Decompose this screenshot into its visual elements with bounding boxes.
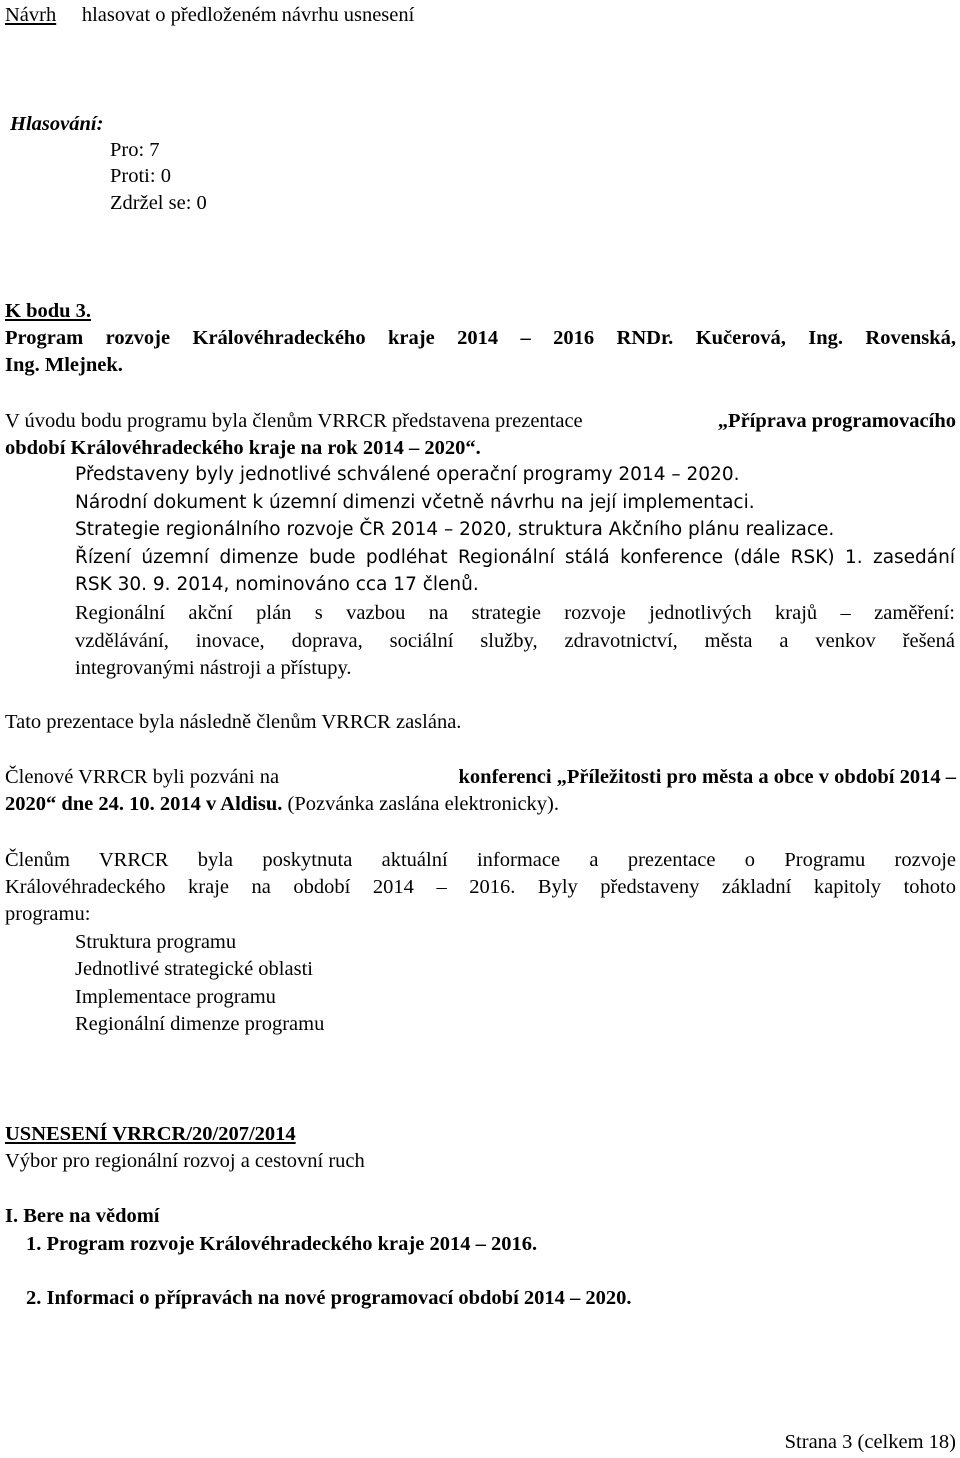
program-line-2: Ing. Mlejnek. — [5, 354, 123, 376]
invite-line-1 — [5, 767, 956, 788]
info-line-1: Členům VRRCR byla poskytnuta aktuální informace a prezentace o Programu rozvoje — [5, 849, 956, 871]
plan-line-1: Regionální akční plán s vazbou na strategie rozvoje jednotlivých krajů – zaměření: — [75, 602, 955, 624]
intro-presentation-title: „Příprava programovacího — [717, 410, 956, 432]
chapter-item: Jednotlivé strategické oblasti — [75, 958, 313, 980]
invite-date: 2020“ dne 24. 10. 2014 v Aldisu. — [5, 793, 283, 815]
chapter-item: Regionální dimenze programu — [75, 1013, 325, 1035]
sent-sentence: Tato prezentace byla následně členům VRRCR zaslána. — [5, 711, 462, 733]
chapter-item: Struktura programu — [75, 931, 237, 953]
summary-line-2: Národní dokument k územní dimenzi včetně návrhu na její implementaci. — [75, 492, 755, 513]
summary-line-1: Představeny byly jednotlivé schválené operační programy 2014 – 2020. — [75, 464, 740, 485]
plan-line-2: vzdělávání, inovace, doprava, sociální služby, zdravotnictví, města a venkov řešená — [75, 630, 955, 652]
chapter-item: Implementace programu — [75, 986, 276, 1008]
info-line-3: programu: — [5, 903, 91, 925]
resolution-committee: Výbor pro regionální rozvoj a cestovní ruch — [5, 1150, 365, 1172]
proposal-header — [5, 5, 414, 26]
vote-proti: Proti: 0 — [110, 165, 171, 187]
resolution-item-1: 1. Program rozvoje Královéhradeckého kraje 2014 – 2016. — [26, 1233, 538, 1255]
program-line-1: Program rozvoje Královéhradeckého kraje 2014 – 2016 RNDr. Kučerová, Ing. Rovenská, — [5, 327, 956, 349]
invite-line-2 — [5, 794, 559, 815]
summary-line-4: Řízení územní dimenze bude podléhat Regionální stálá konference (dále RSK) 1. zasedání — [75, 547, 955, 568]
info-line-2: Královéhradeckého kraje na období 2014 – 2016. Byly představeny základní kapitoly tohoto — [5, 876, 956, 898]
vote-pro: Pro: 7 — [110, 139, 160, 161]
vote-heading: Hlasování: — [10, 113, 104, 135]
page-number: Strana 3 (celkem 18) — [784, 1431, 956, 1453]
summary-line-5: RSK 30. 9. 2014, nominováno cca 17 členů. — [75, 574, 479, 595]
plan-line-3: integrovanými nástroji a přístupy. — [75, 657, 352, 679]
intro-line-1 — [5, 411, 956, 432]
resolution-number: USNESENÍ VRRCR/20/207/2014 — [5, 1123, 296, 1145]
proposal-text: hlasovat o předloženém návrhu usnesení — [81, 4, 415, 26]
vote-zdrzel: Zdržel se: 0 — [110, 192, 207, 214]
item-title: K bodu 3. — [5, 300, 92, 322]
invite-note: (Pozvánka zaslána elektronicky). — [287, 793, 560, 815]
navrh-label: Návrh — [5, 4, 57, 26]
summary-line-3: Strategie regionálního rozvoje ČR 2014 – 2020, struktura Akčního plánu realizace. — [75, 519, 835, 540]
resolution-section: I. Bere na vědomí — [5, 1205, 160, 1227]
invite-conference: konferenci „Příležitosti pro města a obce v období 2014 – — [458, 766, 956, 788]
invite-text: Členové VRRCR byli pozváni na — [5, 766, 280, 788]
resolution-item-2: 2. Informaci o přípravách na nové programovací období 2014 – 2020. — [26, 1287, 632, 1309]
intro-line-2: období Královéhradeckého kraje na rok 2014 – 2020“. — [5, 437, 481, 459]
intro-text: V úvodu bodu programu byla členům VRRCR představena prezentace — [5, 410, 583, 432]
